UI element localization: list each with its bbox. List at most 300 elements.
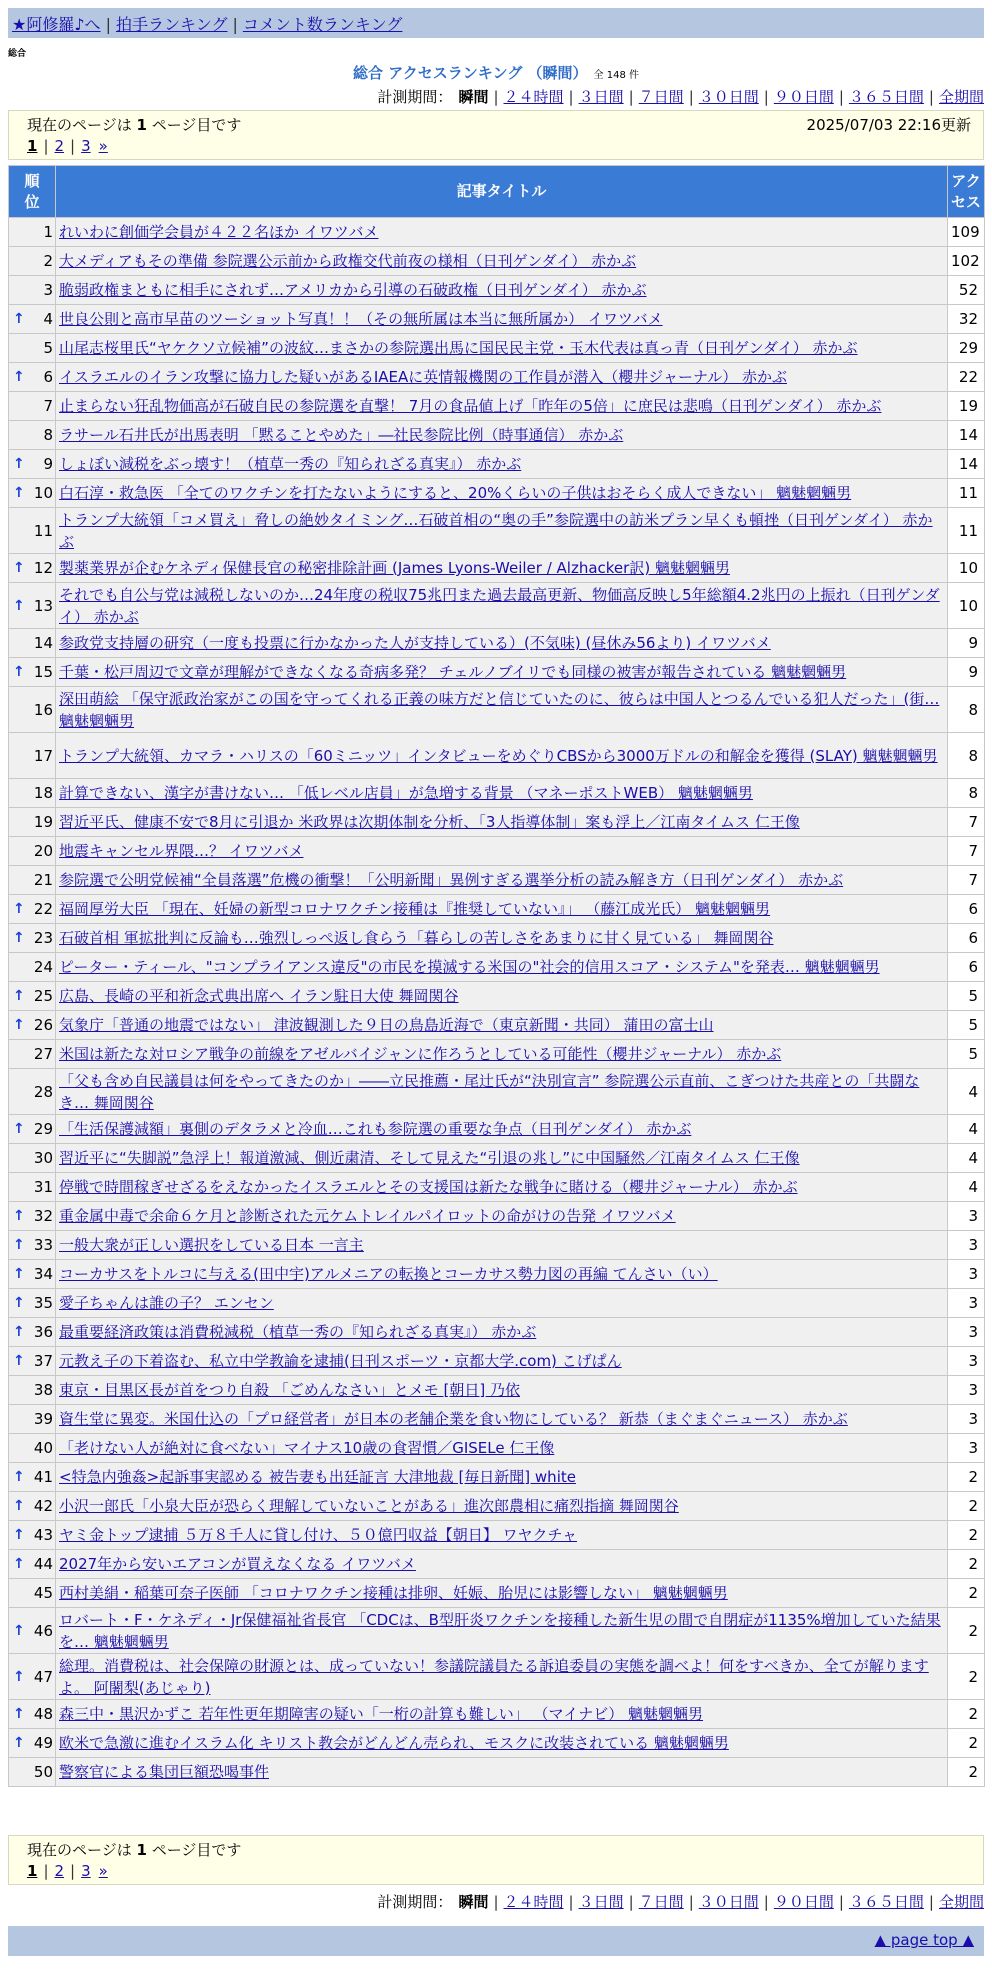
up-arrow-icon: ↑: [13, 1556, 25, 1572]
rank-cell: [9, 1376, 56, 1405]
rank-cell: [9, 837, 56, 866]
rank-number: 32: [33, 1207, 53, 1225]
rank-number: 22: [33, 900, 53, 918]
article-link[interactable]: 停戦で時間稼ぎせざるをえなかったイスラエルとその支援国は新たな戦争に賭ける（櫻井ジャーナル） 赤かぶ: [59, 1178, 798, 1196]
rank-cell: [9, 450, 56, 479]
table-row: [9, 1492, 985, 1521]
article-link[interactable]: 深田萌絵 「保守派政治家がこの国を守ってくれる正義の味方だと信じていたのに、彼らは中国人とつるんでいる犯人だった」(街… 魑魅魍魎男: [59, 689, 940, 730]
article-link[interactable]: 警察官による集団巨額恐喝事件: [59, 1763, 270, 1781]
title-cell: [56, 1521, 948, 1550]
table-row: [9, 1579, 985, 1608]
article-link[interactable]: イスラエルのイラン攻撃に協力した疑いがあるIAEAに英情報機関の工作員が潜入（櫻井ジャーナル） 赤かぶ: [59, 368, 787, 386]
title-cell: [56, 1011, 948, 1040]
rank-cell: [9, 1729, 56, 1758]
article-link[interactable]: コーカサスをトルコに与える(田中宇)アルメニアの転換とコーカサス勢力図の再編 てんさい（い）: [59, 1265, 718, 1283]
table-row: [9, 247, 985, 276]
rank-number: 36: [33, 1323, 53, 1341]
pagination: [27, 1860, 971, 1882]
period-current: 瞬間: [458, 88, 489, 106]
access-count: 5: [948, 1011, 985, 1040]
period-link-4[interactable]: ３０日間: [698, 88, 759, 106]
table-row: [9, 479, 985, 508]
access-count: 9: [948, 658, 985, 687]
rank-column-header: 順位: [9, 166, 56, 218]
article-link[interactable]: 重金属中毒で余命６ケ月と診断された元ケムトレイルパイロットの命がけの告発 イワツバメ: [59, 1207, 676, 1225]
article-link[interactable]: 2027年から安いエアコンが買えなくなる イワツバメ: [59, 1555, 416, 1573]
period-separator: |: [568, 88, 574, 106]
next-page-link[interactable]: »: [98, 137, 108, 155]
access-column-header: アクセス: [948, 166, 985, 218]
article-link[interactable]: 脆弱政権まともに相手にされず…アメリカから引導の石破政権（日刊ゲンダイ） 赤かぶ: [59, 281, 647, 299]
access-count: 3: [948, 1347, 985, 1376]
article-link[interactable]: 計算できない、漢字が書けない… 「低レベル店員」が急増する背景 （マネーポストWEB） 魑魅魍魎男: [59, 784, 753, 802]
article-link[interactable]: 総理。消費税は、社会保障の財源とは、成っていない！参議院議員たる訴追委員の実態を調べよ！何をすべきか、全てが解りますよ。 阿闍梨(あじゃり): [59, 1656, 929, 1697]
access-count: 3: [948, 1405, 985, 1434]
access-count: 3: [948, 1231, 985, 1260]
access-count: 2: [948, 1521, 985, 1550]
title-cell: [56, 508, 948, 554]
title-cell: [56, 1318, 948, 1347]
pager-separator: |: [70, 1862, 76, 1880]
article-link[interactable]: ピーター・ティール、"コンプライアンス違反"の市民を摸滅する米国の"社会的信用スコア・システム"を発表… 魑魅魍魎男: [59, 958, 880, 976]
article-link[interactable]: 石破首相 軍拡批判に反論も…強烈しっぺ返し食らう「暮らしの苦しさをあまりに甘く見ている」 舞岡関谷: [59, 929, 774, 947]
table-row: [9, 1521, 985, 1550]
article-link[interactable]: 大メディアもその準備 参院選公示前から政権交代前夜の様相（日刊ゲンダイ） 赤かぶ: [59, 252, 637, 270]
page-link-3[interactable]: 3: [81, 137, 91, 155]
access-count: 2: [948, 1608, 985, 1654]
table-row: [9, 1260, 985, 1289]
period-separator: |: [763, 1893, 769, 1911]
rank-number: 16: [33, 700, 53, 719]
title-cell: [56, 866, 948, 895]
table-row: [9, 924, 985, 953]
access-count: 4: [948, 1069, 985, 1115]
rank-number: 48: [33, 1705, 53, 1723]
up-arrow-icon: ↑: [13, 1622, 25, 1639]
rank-number: 18: [33, 784, 53, 802]
access-count: 4: [948, 1115, 985, 1144]
up-arrow-icon: ↑: [13, 1527, 25, 1543]
article-link[interactable]: 広島、長崎の平和祈念式典出席へ イラン駐日大使 舞岡関谷: [59, 987, 459, 1005]
title-cell: [56, 1115, 948, 1144]
access-count: 2: [948, 1758, 985, 1787]
access-count: 10: [948, 583, 985, 629]
rank-cell: [9, 1492, 56, 1521]
rank-cell: [9, 1069, 56, 1115]
title-cell: [56, 1405, 948, 1434]
rank-number: 1: [43, 223, 53, 241]
rank-cell: [9, 334, 56, 363]
period-separator: |: [568, 1893, 574, 1911]
title-cell: [56, 479, 948, 508]
article-link[interactable]: 習近平氏、健康不安で8月に引退か 米政界は次期体制を分析、「3人指導体制」案も浮上／江南タイムス 仁王像: [59, 813, 800, 831]
rank-number: 6: [43, 368, 53, 386]
up-arrow-icon: ↑: [13, 311, 25, 327]
article-link[interactable]: 愛子ちゃんは誰の子？ エンセン: [59, 1294, 274, 1312]
article-link[interactable]: 欧米で急激に進むイスラム化 キリスト教会がどんどん売られ、モスクに改装されている 魑魅魍魎男: [59, 1734, 729, 1752]
article-link[interactable]: 参院選で公明党候補“全員落選”危機の衝撃！「公明新聞」異例すぎる選挙分析の読み解き方（日刊ゲンダイ） 赤かぶ: [59, 871, 844, 889]
access-count: 29: [948, 334, 985, 363]
rank-number: 33: [33, 1236, 53, 1254]
title-cell: [56, 779, 948, 808]
rank-cell: [9, 982, 56, 1011]
access-count: 2: [948, 1463, 985, 1492]
rank-cell: [9, 895, 56, 924]
table-row: [9, 392, 985, 421]
period-separator: |: [838, 88, 844, 106]
access-count: 52: [948, 276, 985, 305]
access-count: 5: [948, 982, 985, 1011]
rank-number: 26: [33, 1016, 53, 1034]
period-separator: |: [493, 88, 499, 106]
applause-ranking-link[interactable]: 拍手ランキング: [115, 15, 228, 34]
page-link-3[interactable]: 3: [81, 1862, 91, 1880]
rank-number: 20: [33, 842, 53, 860]
title-cell: [56, 1758, 948, 1787]
ranking-table: [8, 165, 985, 1787]
access-count: 2: [948, 1579, 985, 1608]
article-link[interactable]: <特急内強姦>起訴事実認める 被告妻も出廷証言 大津地裁 [毎日新聞] white: [59, 1468, 576, 1486]
up-arrow-icon: ↑: [13, 1353, 25, 1369]
title-cell: [56, 953, 948, 982]
period-separator: |: [688, 88, 694, 106]
title-cell: [56, 421, 948, 450]
rank-number: 24: [33, 958, 53, 976]
table-row: [9, 808, 985, 837]
table-row: [9, 866, 985, 895]
rank-number: 23: [33, 929, 53, 947]
access-count: 7: [948, 837, 985, 866]
article-link[interactable]: 山尾志桜里氏“ヤケクソ立候補”の波紋…まさかの参院選出馬に国民民主党・玉木代表は真っ青（日刊ゲンダイ） 赤かぶ: [59, 339, 858, 357]
period-separator: |: [628, 1893, 634, 1911]
rank-cell: [9, 1115, 56, 1144]
page-info-bottom: [8, 1835, 984, 1885]
article-link[interactable]: 気象庁「普通の地震ではない」 津波観測した９日の鳥島近海で（東京新聞・共同） 蒲田の富士山: [59, 1016, 714, 1034]
period-link-6[interactable]: ３６５日間: [848, 1893, 924, 1911]
article-link[interactable]: 西村美絹・稲葉可奈子医師 「コロナワクチン接種は排卵、妊娠、胎児には影響しない」 魑魅魍魎男: [59, 1584, 728, 1602]
article-link[interactable]: 「生活保護減額」裏側のデタラメと冷血…これも参院選の重要な争点（日刊ゲンダイ） 赤かぶ: [59, 1120, 692, 1138]
page-link-2[interactable]: 2: [54, 1862, 65, 1880]
pagination: [27, 135, 971, 157]
access-count: 3: [948, 1376, 985, 1405]
access-count: 10: [948, 554, 985, 583]
access-count: 6: [948, 953, 985, 982]
article-link[interactable]: 世良公則と高市早苗のツーショット写真！！（その無所属は本当に無所属か） イワツバメ: [59, 310, 663, 328]
article-link[interactable]: れいわに創価学会員が４２２名ほか イワツバメ: [59, 223, 379, 241]
table-row: [9, 733, 985, 779]
rank-number: 12: [33, 559, 53, 577]
article-link[interactable]: 元教え子の下着盗む、私立中学教諭を逮捕(日刊スポーツ・京都大学.com) こげぱん: [59, 1352, 622, 1370]
article-link[interactable]: 福岡厚労大臣 「現在、妊婦の新型コロナワクチン接種は『推奨していない』」 （藤江成光氏） 魑魅魍魎男: [59, 900, 771, 918]
up-arrow-icon: ↑: [13, 1668, 25, 1685]
period-link-3[interactable]: ７日間: [638, 88, 684, 106]
table-row: [9, 1434, 985, 1463]
up-arrow-icon: ↑: [13, 1208, 25, 1224]
article-link[interactable]: 千葉・松戸周辺で文章が理解ができなくなる奇病多発？ チェルノブイリでも同様の被害が報告されている 魑魅魍魎男: [59, 663, 847, 681]
period-separator: |: [688, 1893, 694, 1911]
title-cell: [56, 1347, 948, 1376]
article-link[interactable]: 一般大衆が正しい選択をしている日本 一言主: [59, 1236, 364, 1254]
article-link[interactable]: 製薬業界が企むケネディ保健長官の秘密排除計画 (James Lyons-Weiler / Alzhacker訳) 魑魅魍魎男: [59, 559, 730, 577]
item-count: 全 148 件: [593, 70, 639, 81]
article-link[interactable]: 習近平に“失脚説”急浮上！報道激減、側近粛清、そして見えた“引退の兆し”に中国騒然／江南タイムス 仁王像: [59, 1149, 800, 1167]
period-selector-top: [377, 86, 984, 107]
rank-cell: [9, 1011, 56, 1040]
table-row: [9, 687, 985, 733]
updated-timestamp: 2025/07/03 22:16更新: [806, 115, 971, 134]
access-count: 2: [948, 1729, 985, 1758]
table-row: [9, 305, 985, 334]
rank-cell: [9, 305, 56, 334]
rank-number: 10: [33, 484, 53, 502]
footer-bar: [8, 1926, 984, 1956]
table-row: [9, 583, 985, 629]
rank-number: 27: [33, 1045, 53, 1063]
rank-number: 39: [33, 1410, 53, 1428]
title-cell: [56, 1550, 948, 1579]
pager-separator: |: [43, 1862, 49, 1880]
rank-number: 28: [33, 1082, 53, 1101]
rank-number: 30: [33, 1149, 53, 1167]
table-row: [9, 1550, 985, 1579]
period-label: 計測期間：: [377, 1893, 453, 1911]
period-link-1[interactable]: ２４時間: [503, 1893, 564, 1911]
article-link[interactable]: 地震キャンセル界隈…？ イワツバメ: [59, 842, 304, 860]
title-cell: [56, 1492, 948, 1521]
access-count: 5: [948, 1040, 985, 1069]
period-link-4[interactable]: ３０日間: [698, 1893, 759, 1911]
article-link[interactable]: 米国は新たな対ロシア戦争の前線をアゼルバイジャンに作ろうとしている可能性（櫻井ジャーナル） 赤かぶ: [59, 1045, 782, 1063]
page-top-link[interactable]: ▲ page top ▲: [874, 1931, 974, 1949]
title-cell: [56, 1260, 948, 1289]
rank-cell: [9, 218, 56, 247]
period-link-1[interactable]: ２４時間: [503, 88, 564, 106]
article-link[interactable]: 白石淳・救急医 「全てのワクチンを打たないようにすると、20%くらいの子供はおそらく成人できない」 魑魅魍魎男: [59, 484, 852, 502]
period-link-3[interactable]: ７日間: [638, 1893, 684, 1911]
title-cell: [56, 658, 948, 687]
rank-cell: [9, 583, 56, 629]
page-current: 1: [27, 1862, 38, 1880]
rank-number: 40: [33, 1439, 53, 1457]
period-current: 瞬間: [458, 1893, 489, 1911]
rank-cell: [9, 658, 56, 687]
table-row: [9, 1376, 985, 1405]
period-link-2[interactable]: ３日間: [578, 88, 624, 106]
rank-cell: [9, 1260, 56, 1289]
up-arrow-icon: ↑: [13, 1469, 25, 1485]
title-cell: [56, 305, 948, 334]
page-current: 1: [27, 137, 38, 155]
period-link-7[interactable]: 全期間: [938, 1893, 984, 1911]
rank-cell: [9, 1040, 56, 1069]
rank-cell: [9, 924, 56, 953]
rank-number: 45: [33, 1584, 53, 1602]
article-link[interactable]: ラサール石井氏が出馬表明 「黙ることやめた」―社民参院比例（時事通信） 赤かぶ: [59, 426, 624, 444]
rank-number: 50: [33, 1763, 53, 1781]
up-arrow-icon: ↑: [13, 1735, 25, 1751]
next-page-link[interactable]: »: [98, 1862, 108, 1880]
rank-number: 14: [33, 634, 53, 652]
table-row: [9, 1654, 985, 1700]
rank-cell: [9, 629, 56, 658]
rank-cell: [9, 1231, 56, 1260]
access-count: 11: [948, 479, 985, 508]
rank-cell: [9, 508, 56, 554]
title-cell: [56, 1729, 948, 1758]
access-count: 6: [948, 895, 985, 924]
up-arrow-icon: ↑: [13, 1121, 25, 1137]
up-arrow-icon: ↑: [13, 930, 25, 946]
table-row: [9, 1463, 985, 1492]
article-link[interactable]: ロバート・F・ケネディ・Jr保健福祉省長官 「CDCは、B型肝炎ワクチンを接種した新生児の間で自閉症が1135%増加していた結果を… 魑魅魍魎男: [59, 1610, 941, 1651]
access-count: 11: [948, 508, 985, 554]
category-label: 総合: [8, 49, 27, 59]
title-cell: [56, 982, 948, 1011]
access-count: 3: [948, 1202, 985, 1231]
rank-cell: [9, 1463, 56, 1492]
period-separator: |: [928, 1893, 934, 1911]
rank-number: 3: [43, 281, 53, 299]
rank-number: 41: [33, 1468, 53, 1486]
article-link[interactable]: 参政党支持層の研究（一度も投票に行かなかった人が支持している）(不気味) (昼休み56より) イワツバメ: [59, 634, 771, 652]
article-link[interactable]: 資生堂に異変。米国仕込の「プロ経営者」が日本の老舗企業を食い物にしている？ 新恭（まぐまぐニュース） 赤かぶ: [59, 1410, 848, 1428]
period-link-5[interactable]: ９０日間: [773, 1893, 834, 1911]
title-cell: [56, 1202, 948, 1231]
rank-cell: [9, 1434, 56, 1463]
title-cell: [56, 733, 948, 779]
rank-cell: [9, 1608, 56, 1654]
rank-number: 17: [33, 746, 53, 765]
up-arrow-icon: ↑: [13, 1324, 25, 1340]
rank-cell: [9, 733, 56, 779]
title-cell: [56, 808, 948, 837]
access-count: 19: [948, 392, 985, 421]
current-page-text: 現在のページは 1 ページ目です: [27, 1840, 242, 1859]
period-label: 計測期間：: [377, 88, 453, 106]
title-cell: [56, 247, 948, 276]
article-link[interactable]: 「老けない人が絶対に食べない」マイナス10歳の食習慣／GISELe 仁王像: [59, 1439, 555, 1457]
access-count: 3: [948, 1289, 985, 1318]
home-link[interactable]: ★阿修羅♪へ: [12, 15, 101, 34]
rank-cell: [9, 554, 56, 583]
rank-number: 2: [43, 252, 53, 270]
rank-cell: [9, 1654, 56, 1700]
rank-cell: [9, 1202, 56, 1231]
table-row: [9, 276, 985, 305]
article-link[interactable]: 森三中・黒沢かずこ 若年性更年期障害の疑い「一桁の計算も難しい」 （マイナビ） 魑魅魍魎男: [59, 1705, 704, 1723]
rank-cell: [9, 1318, 56, 1347]
rank-number: 15: [33, 663, 53, 681]
title-cell: [56, 1289, 948, 1318]
rank-cell: [9, 392, 56, 421]
table-row: [9, 629, 985, 658]
rank-number: 8: [43, 426, 53, 444]
period-separator: |: [838, 1893, 844, 1911]
page-link-2[interactable]: 2: [54, 137, 65, 155]
rank-cell: [9, 363, 56, 392]
article-link[interactable]: 最重要経済政策は消費税減税（植草一秀の『知られざる真実』） 赤かぶ: [59, 1323, 537, 1341]
rank-number: 35: [33, 1294, 53, 1312]
table-row: [9, 554, 985, 583]
title-cell: [56, 1579, 948, 1608]
title-cell: [56, 1040, 948, 1069]
table-row: [9, 953, 985, 982]
rank-cell: [9, 687, 56, 733]
nav-separator: |: [105, 15, 111, 34]
table-row: [9, 982, 985, 1011]
period-separator: |: [928, 88, 934, 106]
rank-cell: [9, 1144, 56, 1173]
access-count: 2: [948, 1654, 985, 1700]
comment-ranking-link[interactable]: コメント数ランキング: [242, 15, 403, 34]
rank-number: 21: [33, 871, 53, 889]
article-link[interactable]: トランプ大統領、カマラ・ハリスの「60ミニッツ」インタビューをめぐりCBSから3000万ドルの和解金を獲得 (SLAY) 魑魅魍魎男: [59, 746, 938, 765]
title-cell: [56, 895, 948, 924]
title-cell: [56, 1654, 948, 1700]
up-arrow-icon: ↑: [13, 369, 25, 385]
rank-number: 46: [33, 1621, 53, 1640]
title-cell: [56, 450, 948, 479]
rank-cell: [9, 1758, 56, 1787]
rank-cell: [9, 1700, 56, 1729]
article-link[interactable]: 小沢一郎氏「小泉大臣が恐らく理解していないことがある」進次郎農相に痛烈指摘 舞岡関谷: [59, 1497, 679, 1515]
access-count: 4: [948, 1144, 985, 1173]
table-row: [9, 895, 985, 924]
article-link[interactable]: 止まらない狂乱物価高が石破自民の参院選を直撃！ 7月の食品値上げ「昨年の5倍」に庶民は悲鳴（日刊ゲンダイ） 赤かぶ: [59, 397, 882, 415]
title-cell: [56, 276, 948, 305]
up-arrow-icon: ↑: [13, 560, 25, 576]
access-count: 7: [948, 808, 985, 837]
period-link-5[interactable]: ９０日間: [773, 88, 834, 106]
rank-cell: [9, 421, 56, 450]
title-cell: [56, 554, 948, 583]
rank-number: 11: [33, 521, 53, 540]
title-cell: [56, 1376, 948, 1405]
table-row: [9, 1318, 985, 1347]
article-link[interactable]: 東京・目黒区長が首をつり自殺 「ごめんなさい」とメモ [朝日] 乃依: [59, 1381, 521, 1399]
title-cell: [56, 218, 948, 247]
access-count: 102: [948, 247, 985, 276]
table-row: [9, 1069, 985, 1115]
access-count: 8: [948, 687, 985, 733]
article-link[interactable]: トランプ大統領「コメ買え」脅しの絶妙タイミング…石破首相の“奥の手”参院選中の訪米プラン早くも頓挫（日刊ゲンダイ） 赤かぶ: [59, 510, 933, 551]
period-link-7[interactable]: 全期間: [938, 88, 984, 106]
period-link-6[interactable]: ３６５日間: [848, 88, 924, 106]
access-count: 3: [948, 1260, 985, 1289]
period-link-2[interactable]: ３日間: [578, 1893, 624, 1911]
rank-cell: [9, 1405, 56, 1434]
up-arrow-icon: ↑: [13, 597, 25, 614]
article-link[interactable]: それでも自公与党は減税しないのか…24年度の税収75兆円また過去最高更新、物価高反映し5年総額4.2兆円の上振れ（日刊ゲンダイ） 赤かぶ: [59, 585, 940, 626]
rank-cell: [9, 1173, 56, 1202]
pager-separator: |: [70, 137, 76, 155]
table-row: [9, 1289, 985, 1318]
period-separator: |: [628, 88, 634, 106]
article-link[interactable]: ヤミ金トップ逮捕 ５万８千人に貸し付け、５０億円収益【朝日】 ワヤクチャ: [59, 1526, 578, 1544]
pager-separator: |: [43, 137, 49, 155]
access-count: 8: [948, 779, 985, 808]
up-arrow-icon: ↑: [13, 1498, 25, 1514]
article-link[interactable]: 「父も含め自民議員は何をやってきたのか」――立民推薦・尾辻氏が“決別宣言” 参院選公示直前、こぎつけた共産との「共闘なき… 舞岡関谷: [59, 1071, 920, 1112]
article-link[interactable]: しょぼい減税をぶっ壊す！（植草一秀の『知られざる真実』） 赤かぶ: [59, 455, 522, 473]
table-row: [9, 1231, 985, 1260]
title-cell: [56, 1173, 948, 1202]
nav-separator: |: [232, 15, 238, 34]
page-info-top: [8, 110, 984, 160]
title-cell: [56, 924, 948, 953]
title-cell: [56, 629, 948, 658]
rank-number: 5: [43, 339, 53, 357]
